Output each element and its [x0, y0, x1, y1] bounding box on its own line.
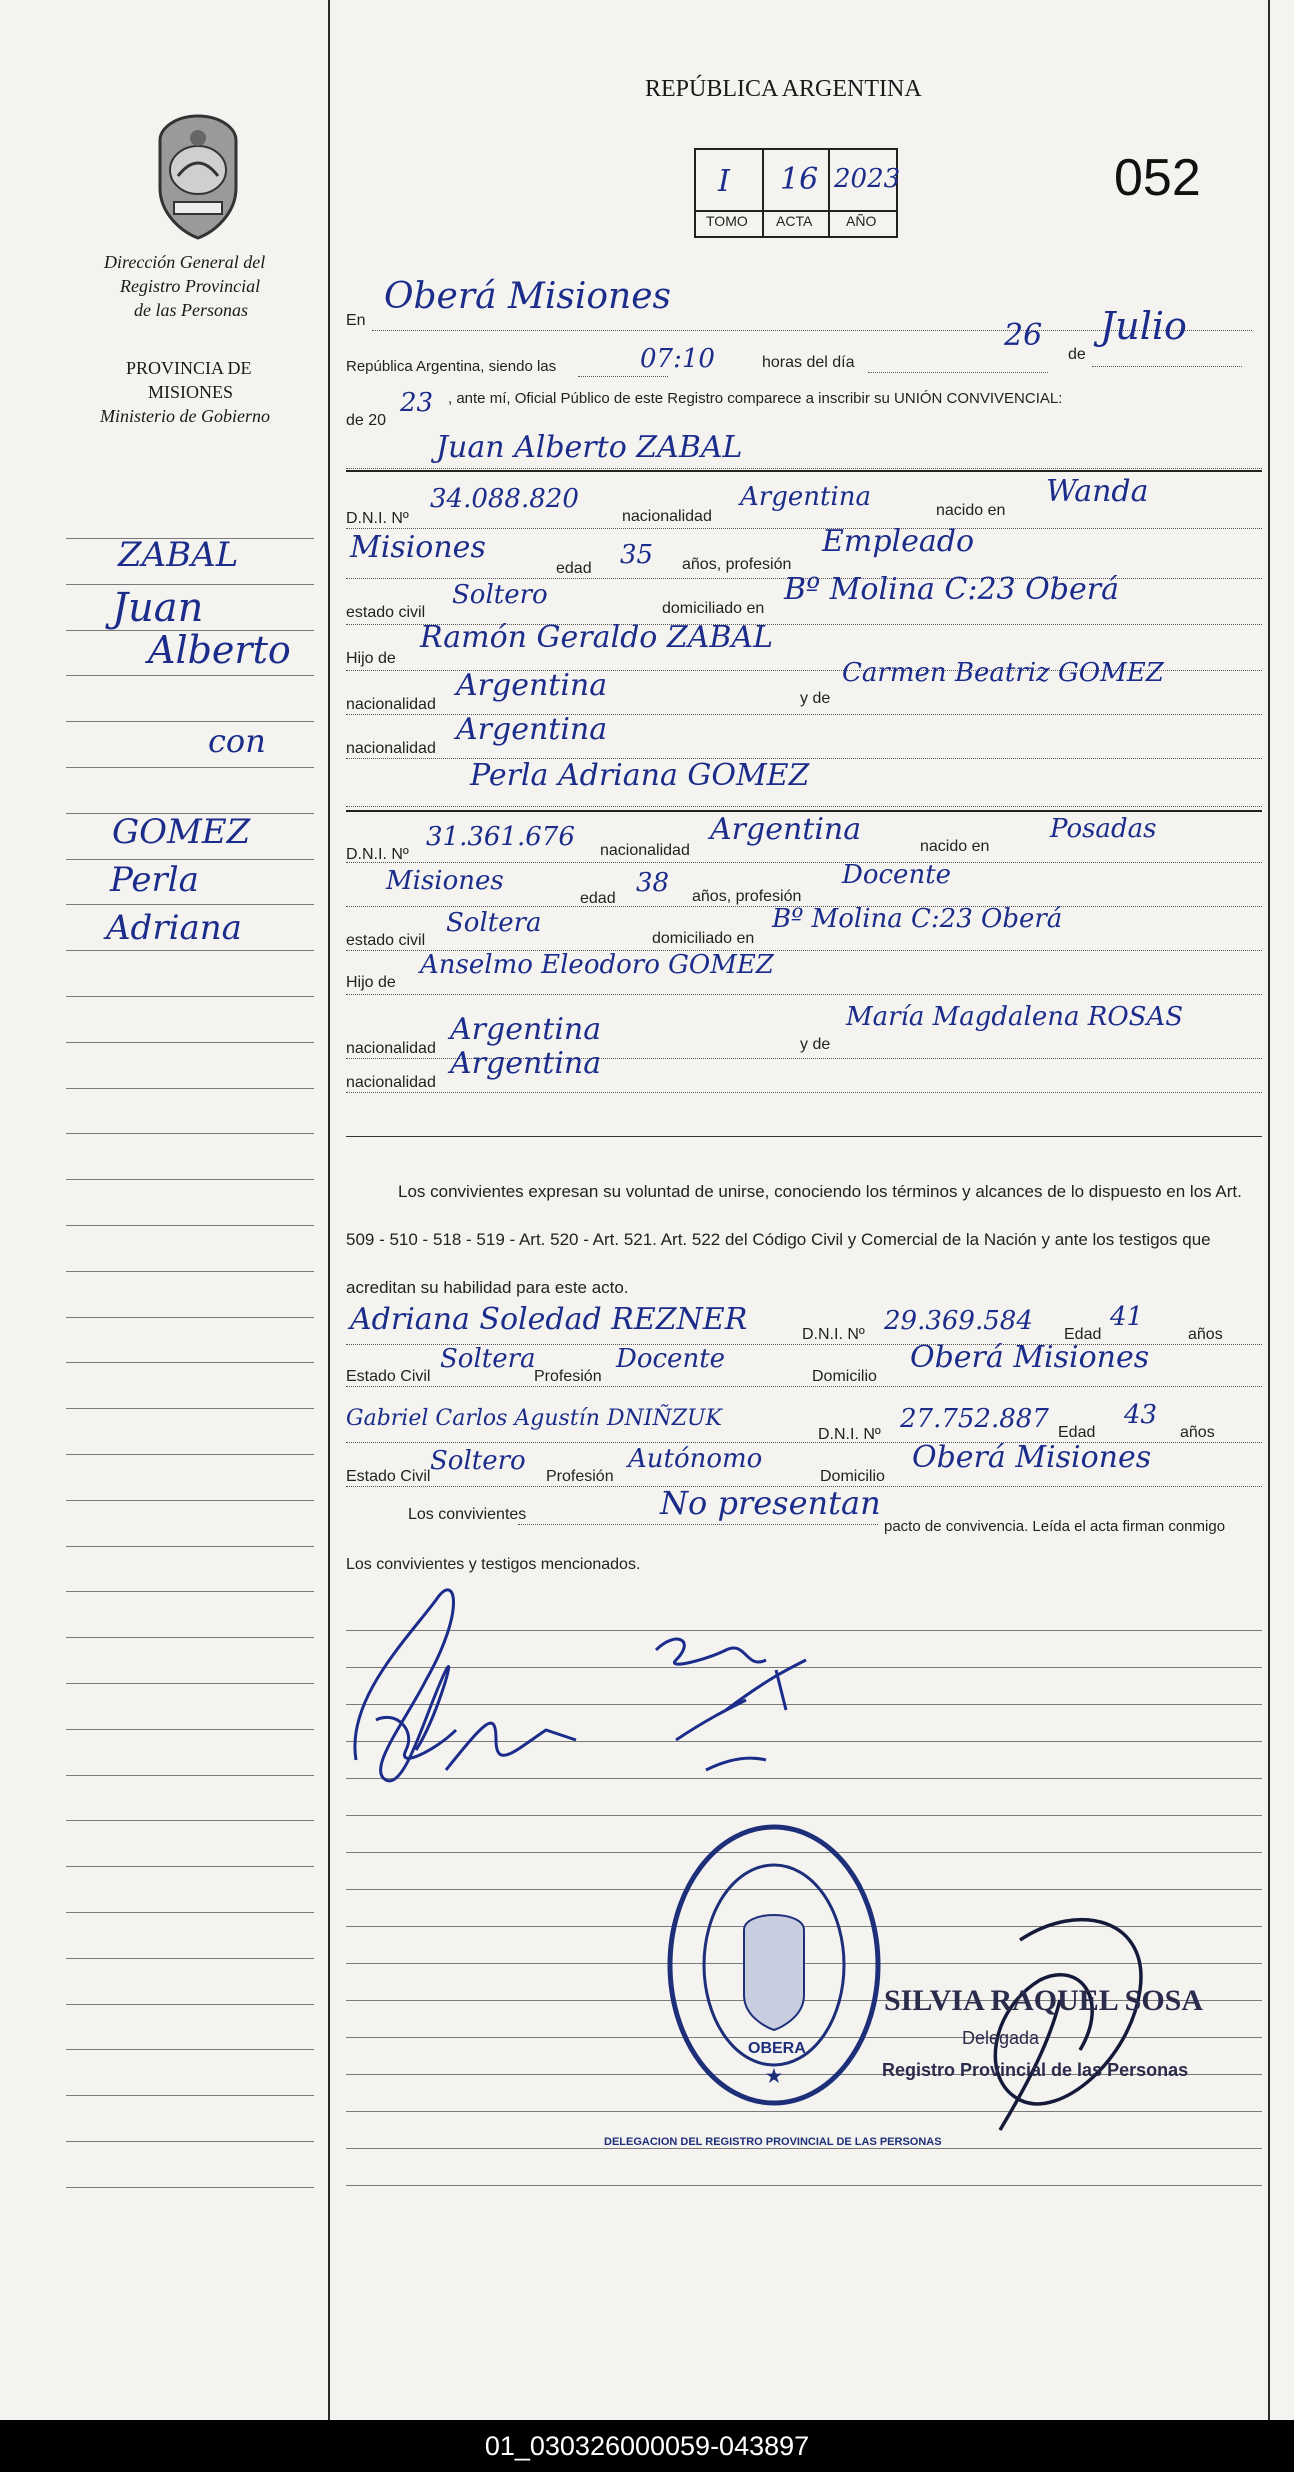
sidebar-rule [66, 1500, 314, 1501]
pact-value: No presentan [660, 1484, 881, 1522]
witness2-dni: 27.752.887 [900, 1404, 1049, 1434]
witness2-name: Gabriel Carlos Agustín DNIÑZUK [346, 1406, 722, 1431]
sidebar-rule [66, 996, 314, 997]
witness1-anos-label: años [1188, 1326, 1223, 1343]
rep-label: República Argentina, siendo las [346, 358, 557, 375]
witness2-anos-label: años [1180, 1424, 1215, 1441]
witness1-dom-label: Domicilio [812, 1368, 877, 1385]
person1-dom-label: domiciliado en [662, 600, 765, 617]
legal-line-2: 509 - 510 - 518 - 519 - Art. 520 - Art. 521. Art. 522 del Código Civil y Comercial de la Nación y ante los testigos que [346, 1230, 1211, 1249]
margin-note-surname-1: ZABAL [118, 535, 239, 575]
sidebar-rule [66, 1729, 314, 1730]
official-name: SILVIA RAQUEL SOSA [884, 1984, 1204, 2017]
witness1-address: Oberá Misiones [910, 1340, 1150, 1375]
sidebar-rule [66, 950, 314, 951]
person2-y-de-label: y de [800, 1036, 831, 1053]
margin-note-second-name-2: Adriana [106, 908, 242, 948]
person2-dni-label: D.N.I. Nº [346, 846, 409, 863]
signature-rule [346, 2185, 1262, 2186]
witness2-civil: Soltero [430, 1446, 526, 1476]
person1-prof-label: años, profesión [682, 556, 792, 573]
person1-father-nat: Argentina [456, 668, 608, 703]
person2-hijo-label: Hijo de [346, 974, 396, 991]
witness2-civil-label: Estado Civil [346, 1468, 431, 1485]
witness2-prof-label: Profesión [546, 1468, 614, 1485]
sidebar-rule [66, 1912, 314, 1913]
sidebar-rule [66, 1958, 314, 1959]
en-label: En [346, 312, 366, 329]
sidebar-rule [66, 1133, 314, 1134]
svg-text:★: ★ [765, 2066, 783, 2086]
closing-conv-label: Los convivientes [408, 1506, 527, 1523]
sidebar-rule [66, 1088, 314, 1089]
witness1-dni-label: D.N.I. Nº [802, 1326, 865, 1343]
acta-value: 16 [780, 162, 819, 197]
witness1-name: Adriana Soledad REZNER [350, 1302, 748, 1337]
tomo-label: TOMO [706, 213, 748, 229]
record-box [694, 148, 901, 238]
year-suffix: 23 [400, 388, 434, 418]
witness1-edad-label: Edad [1064, 1326, 1102, 1343]
sidebar-rule [66, 1454, 314, 1455]
sidebar-rule [66, 2049, 314, 2050]
day-value: 26 [1004, 318, 1043, 353]
acta-label: ACTA [776, 213, 813, 229]
signature-scribbles [346, 1560, 906, 1800]
person1-dni-label: D.N.I. Nº [346, 510, 409, 527]
person2-father-nat-label: nacionalidad [346, 1040, 436, 1057]
legal-line-1: Los convivientes expresan su voluntad de unirse, conociendo los términos y alcances de lo dispuesto en los Art. [398, 1182, 1242, 1201]
official-title: Delegada [962, 2028, 1040, 2048]
signature-rule [346, 1815, 1262, 1816]
province-line-1: PROVINCIA DE [126, 358, 252, 378]
witness1-profession: Docente [616, 1344, 726, 1374]
agency-line-3: de las Personas [134, 300, 248, 320]
witness1-prof-label: Profesión [534, 1368, 602, 1385]
official-signature [960, 1880, 1180, 2170]
anio-value: 2023 [834, 164, 901, 194]
person1-father: Ramón Geraldo ZABAL [420, 620, 774, 655]
seal-city: OBERA [748, 2040, 806, 2057]
person2-nationality: Argentina [710, 812, 862, 847]
sidebar-rule [66, 767, 314, 768]
horas-label: horas del día [762, 354, 855, 371]
sidebar-rule [66, 1317, 314, 1318]
sidebar-rule [66, 1546, 314, 1547]
person2-nac-label: nacionalidad [600, 842, 690, 859]
witness1-civil-label: Estado Civil [346, 1368, 431, 1385]
closing-pact-suffix: pacto de convivencia. Leída el acta firman conmigo [884, 1518, 1226, 1535]
person2-mother-nat: Argentina [450, 1046, 602, 1081]
witness1-age: 41 [1110, 1302, 1144, 1332]
agency-line-1: Dirección General del [104, 252, 266, 272]
province-emblem [148, 110, 248, 240]
registry-seal [664, 1820, 884, 2110]
person2-born-l2: Misiones [386, 866, 504, 896]
person1-age: 35 [620, 540, 654, 570]
right-edge-line [1268, 0, 1270, 2420]
person2-edad-label: edad [580, 890, 616, 907]
year-prefix: de 20 [346, 412, 387, 429]
sidebar-rule [66, 1683, 314, 1684]
person1-civil: Soltero [452, 580, 548, 610]
sidebar-rule [66, 1408, 314, 1409]
person2-name: Perla Adriana GOMEZ [470, 758, 810, 793]
person2-father: Anselmo Eleodoro GOMEZ [420, 950, 774, 980]
sidebar-rule [66, 675, 314, 676]
sidebar-rule [66, 1225, 314, 1226]
person1-edad-label: edad [556, 560, 592, 577]
person2-dom-label: domiciliado en [652, 930, 755, 947]
ministry-label: Ministerio de Gobierno [100, 406, 270, 426]
de-label: de [1068, 346, 1086, 363]
sidebar-rule [66, 1637, 314, 1638]
person1-dni: 34.088.820 [430, 484, 579, 514]
sidebar-rule [66, 1775, 314, 1776]
person1-y-de-label: y de [800, 690, 831, 707]
sidebar-rule [66, 721, 314, 722]
page-number: 052 [1114, 149, 1201, 207]
sidebar-rule [66, 2004, 314, 2005]
sidebar-rule [66, 1362, 314, 1363]
seal-ring-text: DELEGACION DEL REGISTRO PROVINCIAL DE LAS PERSONAS [604, 2136, 942, 2148]
left-margin-line [328, 0, 330, 2420]
person2-mother: María Magdalena ROSAS [846, 1002, 1184, 1032]
person2-profession: Docente [842, 860, 952, 890]
margin-note-connector: con [208, 722, 266, 760]
margin-note-surname-2: GOMEZ [112, 812, 251, 852]
witness2-dni-label: D.N.I. Nº [818, 1426, 881, 1443]
person2-prof-label: años, profesión [692, 888, 802, 905]
sidebar-rule [66, 1179, 314, 1180]
person1-born-label: nacido en [936, 502, 1006, 519]
margin-note-second-name-1: Alberto [148, 628, 291, 672]
person1-mother: Carmen Beatriz GOMEZ [842, 658, 1164, 688]
sidebar-rule [66, 1271, 314, 1272]
person1-profession: Empleado [822, 524, 975, 559]
witness1-dni: 29.369.584 [884, 1306, 1033, 1336]
footer-document-code: 01_030326000059-043897 [0, 2420, 1294, 2472]
sidebar-rule [66, 904, 314, 905]
province-line-2: MISIONES [148, 382, 234, 402]
time-value: 07:10 [640, 344, 715, 374]
person2-dni: 31.361.676 [426, 822, 575, 852]
legal-line-3: acreditan su habilidad para este acto. [346, 1278, 629, 1297]
intro-statement: , ante mí, Oficial Público de este Registro comparece a inscribir su UNIÓN CONVIVENCIAL: [448, 390, 1063, 407]
month-value: Julio [1100, 304, 1187, 348]
official-org: Registro Provincial de las Personas [882, 2060, 1189, 2080]
sidebar-rule [66, 2187, 314, 2188]
margin-note-first-name-2: Perla [110, 860, 199, 900]
agency-line-2: Registro Provincial [120, 276, 261, 296]
tomo-value: I [718, 164, 730, 199]
person1-nac-label: nacionalidad [622, 508, 712, 525]
person2-mother-nat-label: nacionalidad [346, 1074, 436, 1091]
person1-hijo-label: Hijo de [346, 650, 396, 667]
anio-label: AÑO [846, 213, 877, 229]
person1-mother-nat-label: nacionalidad [346, 740, 436, 757]
witness2-age: 43 [1124, 1400, 1158, 1430]
person1-civil-label: estado civil [346, 604, 426, 621]
person1-nationality: Argentina [740, 482, 871, 512]
person2-born-label: nacido en [920, 838, 990, 855]
sidebar-rule [66, 1866, 314, 1867]
person2-address: Bº Molina C:23 Oberá [772, 904, 1063, 934]
witness2-address: Oberá Misiones [912, 1440, 1152, 1475]
place-value: Oberá Misiones [384, 276, 671, 317]
person2-age: 38 [636, 868, 670, 898]
sidebar-rule [66, 1820, 314, 1821]
person2-father-nat: Argentina [450, 1012, 602, 1047]
person1-mother-nat: Argentina [456, 712, 608, 747]
person2-born-l1: Posadas [1050, 814, 1157, 844]
person2-civil: Soltera [446, 908, 542, 938]
sidebar-rule [66, 1042, 314, 1043]
person1-name: Juan Alberto ZABAL [436, 430, 743, 465]
country-title: REPÚBLICA ARGENTINA [645, 76, 922, 102]
sidebar-rule [66, 2141, 314, 2142]
person1-address: Bº Molina C:23 Oberá [784, 572, 1119, 607]
sidebar-rule [66, 1591, 314, 1592]
margin-note-first-name-1: Juan [112, 585, 204, 631]
sidebar-rule [66, 2095, 314, 2096]
person1-father-nat-label: nacionalidad [346, 696, 436, 713]
person1-born-l1: Wanda [1046, 474, 1149, 509]
witness2-dom-label: Domicilio [820, 1468, 885, 1485]
person2-civil-label: estado civil [346, 932, 426, 949]
closing-line-2: Los convivientes y testigos mencionados. [346, 1556, 641, 1573]
witness2-profession: Autónomo [628, 1444, 763, 1474]
witness1-civil: Soltera [440, 1344, 536, 1374]
person1-born-l2: Misiones [350, 530, 486, 565]
witness2-edad-label: Edad [1058, 1424, 1096, 1441]
